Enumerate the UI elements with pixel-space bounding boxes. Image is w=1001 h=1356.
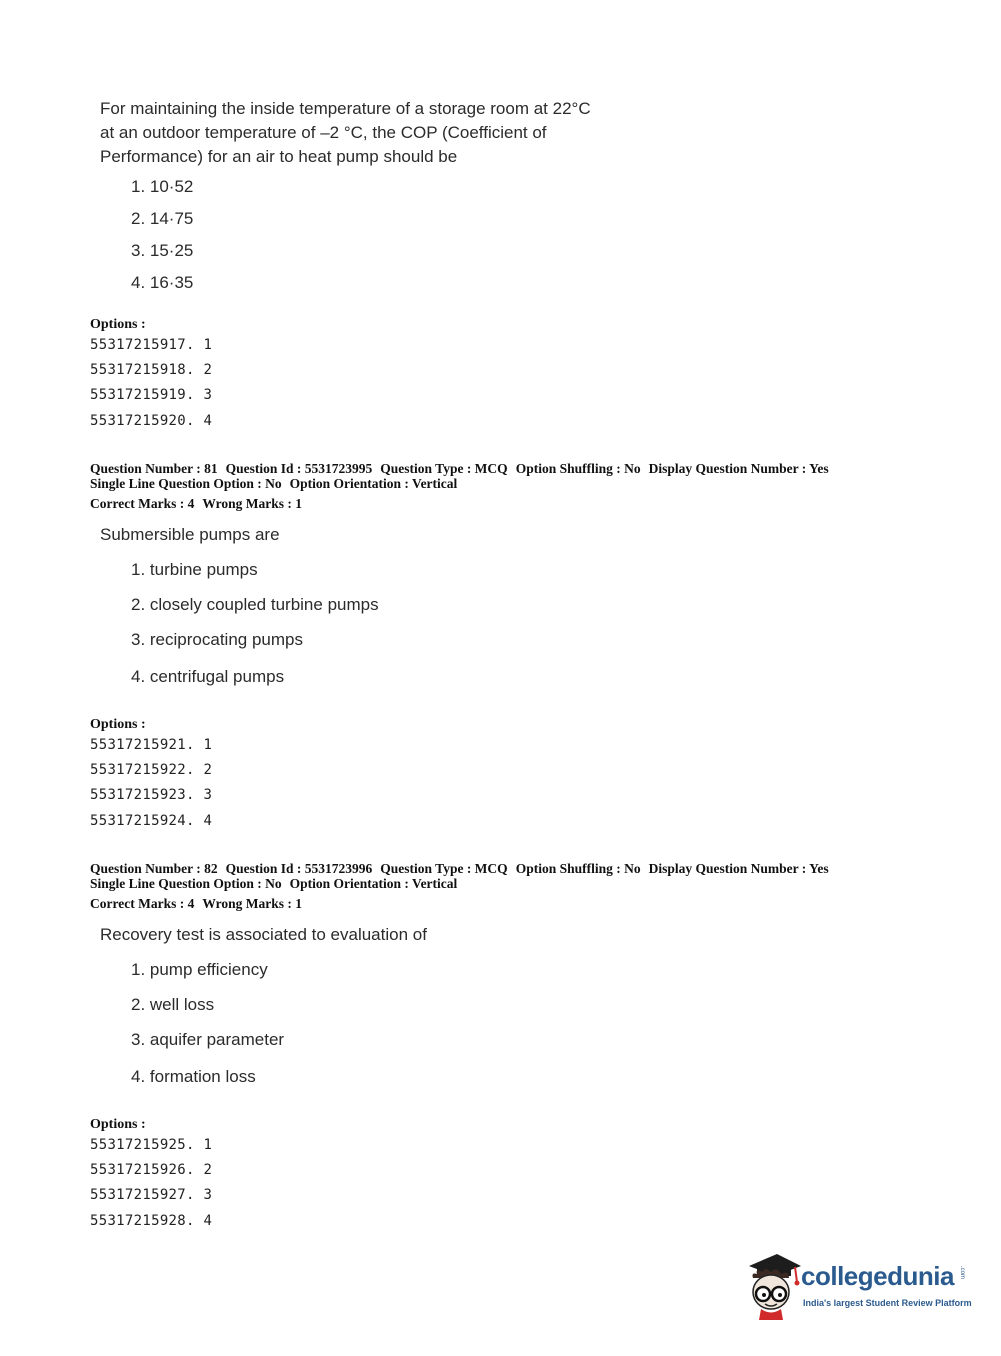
question-text-line: at an outdoor temperature of –2 °C, the COP (Coefficient of [100, 123, 547, 142]
collegedunia-logo[interactable] [743, 1252, 973, 1322]
choice-1: 1. pump efficiency [131, 960, 268, 979]
option-id: 55317215923. 3 [90, 787, 213, 803]
display-question-number: Display Question Number : Yes [648, 861, 829, 876]
choice-3: 3. reciprocating pumps [131, 630, 303, 649]
mascot-icon [743, 1252, 803, 1322]
choice-3: 3. 15·25 [131, 241, 194, 260]
option-id: 55317215927. 3 [90, 1187, 213, 1203]
option-shuffling: Option Shuffling : No [515, 461, 641, 476]
choice-2: 2. well loss [131, 995, 215, 1014]
question-text-line: For maintaining the inside temperature of a storage room at 22°C [100, 99, 591, 118]
option-id: 55317215919. 3 [90, 387, 213, 403]
display-question-number: Display Question Number : Yes [648, 461, 829, 476]
choice-2: 2. 14·75 [131, 209, 194, 228]
question-text-line: Performance) for an air to heat pump should be [100, 147, 458, 166]
choice-2: 2. closely coupled turbine pumps [131, 595, 379, 614]
question-meta-line-1 [90, 861, 829, 877]
choice-4: 4. 16·35 [131, 273, 194, 292]
options-label: Options : [90, 1117, 146, 1132]
question-meta-line-1 [90, 461, 829, 477]
option-id: 55317215920. 4 [90, 413, 213, 429]
question-meta-line-2 [90, 476, 457, 492]
wrong-marks: Wrong Marks : 1 [202, 496, 302, 511]
logo-tagline: India's largest Student Review Platform [803, 1298, 972, 1308]
question-id: Question Id : 5531723995 [225, 461, 373, 476]
option-orientation: Option Orientation : Vertical [289, 876, 458, 891]
option-orientation: Option Orientation : Vertical [289, 476, 458, 491]
question-type: Question Type : MCQ [380, 461, 508, 476]
choice-1: 1. turbine pumps [131, 560, 258, 579]
question-82-text: Recovery test is associated to evaluation of [100, 925, 427, 944]
marks-line [90, 896, 302, 912]
question-id: Question Id : 5531723996 [225, 861, 373, 876]
option-id: 55317215926. 2 [90, 1162, 213, 1178]
option-id: 55317215918. 2 [90, 362, 213, 378]
option-id: 55317215917. 1 [90, 337, 213, 353]
option-id: 55317215924. 4 [90, 813, 213, 829]
correct-marks: Correct Marks : 4 [90, 896, 195, 911]
question-number: Question Number : 82 [90, 861, 218, 876]
choice-4: 4. centrifugal pumps [131, 667, 285, 686]
choice-3: 3. aquifer parameter [131, 1030, 285, 1049]
choice-1: 1. 10·52 [131, 177, 194, 196]
question-number: Question Number : 81 [90, 461, 218, 476]
logo-com-suffix: .com [959, 1266, 965, 1280]
option-id: 55317215922. 2 [90, 762, 213, 778]
question-81-text: Submersible pumps are [100, 525, 280, 544]
option-id: 55317215921. 1 [90, 737, 213, 753]
wrong-marks: Wrong Marks : 1 [202, 896, 302, 911]
option-id: 55317215925. 1 [90, 1137, 213, 1153]
option-id: 55317215928. 4 [90, 1213, 213, 1229]
question-type: Question Type : MCQ [380, 861, 508, 876]
marks-line [90, 496, 302, 512]
single-line-option: Single Line Question Option : No [90, 876, 282, 891]
logo-wordmark: collegedunia [801, 1261, 954, 1291]
question-meta-line-2 [90, 876, 457, 892]
correct-marks: Correct Marks : 4 [90, 496, 195, 511]
options-label: Options : [90, 317, 146, 332]
choice-4: 4. formation loss [131, 1067, 256, 1086]
single-line-option: Single Line Question Option : No [90, 476, 282, 491]
option-shuffling: Option Shuffling : No [515, 861, 641, 876]
options-label: Options : [90, 717, 146, 732]
